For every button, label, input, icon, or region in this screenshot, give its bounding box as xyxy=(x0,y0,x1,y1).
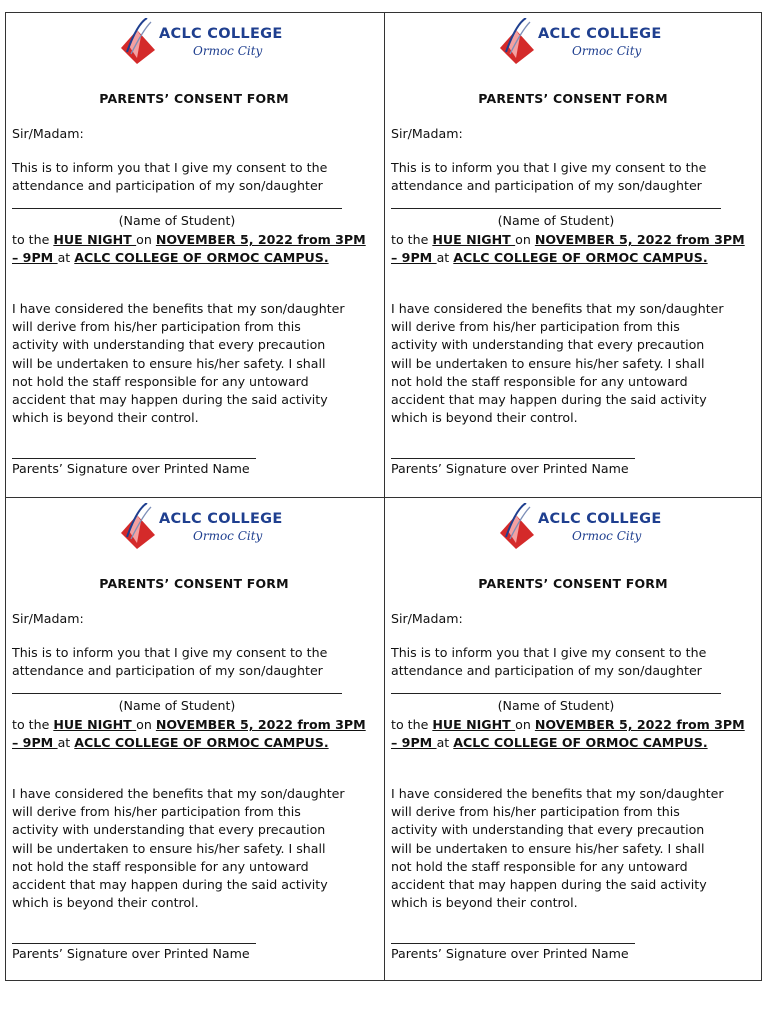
event-date: NOVEMBER 5, 2022 from 3PM xyxy=(155,232,366,247)
benefits-line: I have considered the benefits that my son/daughter xyxy=(391,786,724,801)
consent-form xyxy=(5,12,383,496)
event-line xyxy=(391,231,745,249)
logo-city-text: Ormoc City xyxy=(193,529,263,543)
benefits-line: activity with understanding that every precaution xyxy=(12,337,326,353)
signature-blank[interactable] xyxy=(12,943,256,944)
event-venue: ACLC COLLEGE OF ORMOC CAMPUS. xyxy=(453,250,708,266)
event-date: NOVEMBER 5, 2022 from 3PM xyxy=(534,232,745,247)
event-venue: ACLC COLLEGE OF ORMOC CAMPUS. xyxy=(74,250,329,266)
benefits-line: activity with understanding that every precaution xyxy=(391,822,705,838)
intro-paragraph xyxy=(391,644,706,680)
benefits-line: which is beyond their control. xyxy=(12,895,199,911)
benefits-line: which is beyond their control. xyxy=(391,410,578,426)
logo-brand-text: ACLC COLLEGE xyxy=(538,26,662,42)
aclc-logo xyxy=(496,503,662,553)
benefits-paragraph xyxy=(391,785,724,912)
student-name-label: (Name of Student) xyxy=(497,213,615,228)
form-title: PARENTS’ CONSENT FORM xyxy=(99,91,289,106)
form-title: PARENTS’ CONSENT FORM xyxy=(99,576,289,591)
event-name: HUE NIGHT xyxy=(53,232,137,247)
event-at-text: at xyxy=(436,250,454,266)
salutation: Sir/Madam: xyxy=(391,611,463,626)
benefits-line: not hold the staff responsible for any untoward xyxy=(391,858,688,874)
benefits-line: accident that may happen during the said activity xyxy=(12,392,328,408)
event-date: NOVEMBER 5, 2022 from 3PM xyxy=(534,717,745,732)
event-line xyxy=(391,716,745,734)
benefits-line: will derive from his/her participation from this xyxy=(391,804,680,820)
logo-brand-text: ACLC COLLEGE xyxy=(538,511,662,527)
event-name: HUE NIGHT xyxy=(432,232,516,247)
signature-blank[interactable] xyxy=(391,943,635,944)
logo-city-text: Ormoc City xyxy=(572,529,642,543)
consent-form xyxy=(384,497,762,981)
benefits-paragraph xyxy=(12,785,345,912)
event-line xyxy=(12,231,366,249)
event-date: NOVEMBER 5, 2022 from 3PM xyxy=(155,717,366,732)
logo-emblem-icon xyxy=(117,18,161,66)
event-line xyxy=(391,734,745,752)
intro-line: This is to inform you that I give my consent to the xyxy=(391,160,707,175)
aclc-logo xyxy=(496,18,662,68)
student-name-label: (Name of Student) xyxy=(497,698,615,713)
intro-line: attendance and participation of my son/daughter xyxy=(12,663,323,679)
event-on-text: on xyxy=(136,717,156,732)
intro-paragraph xyxy=(12,159,327,195)
benefits-line: activity with understanding that every precaution xyxy=(12,822,326,838)
event-pre-text: to the xyxy=(12,232,54,247)
benefits-line: will derive from his/her participation from this xyxy=(12,804,301,820)
intro-paragraph xyxy=(12,644,327,680)
benefits-line: I have considered the benefits that my son/daughter xyxy=(12,786,345,801)
student-name-label: (Name of Student) xyxy=(118,213,236,228)
intro-line: attendance and participation of my son/daughter xyxy=(391,178,702,194)
benefits-line: will be undertaken to ensure his/her safety. I shall xyxy=(12,355,326,371)
benefits-line: I have considered the benefits that my son/daughter xyxy=(391,301,724,316)
intro-line: This is to inform you that I give my consent to the xyxy=(391,645,707,660)
event-on-text: on xyxy=(515,232,535,247)
signature-label: Parents’ Signature over Printed Name xyxy=(12,946,250,961)
benefits-line: I have considered the benefits that my son/daughter xyxy=(12,301,345,316)
benefits-line: will derive from his/her participation from this xyxy=(12,319,301,335)
event-line xyxy=(12,249,366,267)
event-details xyxy=(12,716,366,752)
signature-blank[interactable] xyxy=(391,458,635,459)
event-on-text: on xyxy=(136,232,156,247)
form-title: PARENTS’ CONSENT FORM xyxy=(478,91,668,106)
benefits-line: will be undertaken to ensure his/her safety. I shall xyxy=(391,840,705,856)
benefits-line: accident that may happen during the said activity xyxy=(391,392,707,408)
logo-brand-text: ACLC COLLEGE xyxy=(159,26,283,42)
event-pre-text: to the xyxy=(391,717,433,732)
event-line xyxy=(12,734,366,752)
logo-emblem-icon xyxy=(117,503,161,551)
benefits-line: not hold the staff responsible for any untoward xyxy=(12,858,309,874)
aclc-logo xyxy=(117,18,283,68)
event-at-text: at xyxy=(436,735,454,751)
event-venue: ACLC COLLEGE OF ORMOC CAMPUS. xyxy=(74,735,329,751)
benefits-line: which is beyond their control. xyxy=(12,410,199,426)
benefits-line: which is beyond their control. xyxy=(391,895,578,911)
logo-brand-text: ACLC COLLEGE xyxy=(159,511,283,527)
event-details xyxy=(391,231,745,267)
event-time: – 9PM xyxy=(12,250,58,266)
salutation: Sir/Madam: xyxy=(12,126,84,141)
benefits-line: not hold the staff responsible for any untoward xyxy=(12,373,309,389)
event-line xyxy=(12,716,366,734)
event-at-text: at xyxy=(57,250,75,266)
logo-city-text: Ormoc City xyxy=(572,44,642,58)
benefits-line: accident that may happen during the said activity xyxy=(391,877,707,893)
intro-line: attendance and participation of my son/daughter xyxy=(12,178,323,194)
salutation: Sir/Madam: xyxy=(391,126,463,141)
event-at-text: at xyxy=(57,735,75,751)
signature-label: Parents’ Signature over Printed Name xyxy=(12,461,250,476)
benefits-line: will derive from his/her participation from this xyxy=(391,319,680,335)
intro-line: This is to inform you that I give my consent to the xyxy=(12,645,328,660)
signature-blank[interactable] xyxy=(12,458,256,459)
benefits-paragraph xyxy=(12,300,345,427)
benefits-line: will be undertaken to ensure his/her safety. I shall xyxy=(12,840,326,856)
event-pre-text: to the xyxy=(12,717,54,732)
benefits-line: not hold the staff responsible for any untoward xyxy=(391,373,688,389)
student-name-blank[interactable] xyxy=(12,693,342,694)
event-name: HUE NIGHT xyxy=(53,717,137,732)
benefits-line: activity with understanding that every precaution xyxy=(391,337,705,353)
event-details xyxy=(12,231,366,267)
intro-line: This is to inform you that I give my consent to the xyxy=(12,160,328,175)
event-name: HUE NIGHT xyxy=(432,717,516,732)
logo-emblem-icon xyxy=(496,18,540,66)
student-name-blank[interactable] xyxy=(12,208,342,209)
signature-label: Parents’ Signature over Printed Name xyxy=(391,461,629,476)
benefits-line: will be undertaken to ensure his/her safety. I shall xyxy=(391,355,705,371)
event-venue: ACLC COLLEGE OF ORMOC CAMPUS. xyxy=(453,735,708,751)
consent-form xyxy=(384,12,762,496)
student-name-blank[interactable] xyxy=(391,208,721,209)
student-name-label: (Name of Student) xyxy=(118,698,236,713)
salutation: Sir/Madam: xyxy=(12,611,84,626)
intro-line: attendance and participation of my son/daughter xyxy=(391,663,702,679)
logo-emblem-icon xyxy=(496,503,540,551)
event-time: – 9PM xyxy=(12,735,58,751)
logo-city-text: Ormoc City xyxy=(193,44,263,58)
event-time: – 9PM xyxy=(391,735,437,751)
event-time: – 9PM xyxy=(391,250,437,266)
event-details xyxy=(391,716,745,752)
event-pre-text: to the xyxy=(391,232,433,247)
intro-paragraph xyxy=(391,159,706,195)
student-name-blank[interactable] xyxy=(391,693,721,694)
benefits-paragraph xyxy=(391,300,724,427)
form-title: PARENTS’ CONSENT FORM xyxy=(478,576,668,591)
signature-label: Parents’ Signature over Printed Name xyxy=(391,946,629,961)
aclc-logo xyxy=(117,503,283,553)
event-on-text: on xyxy=(515,717,535,732)
event-line xyxy=(391,249,745,267)
benefits-line: accident that may happen during the said activity xyxy=(12,877,328,893)
consent-form xyxy=(5,497,383,981)
